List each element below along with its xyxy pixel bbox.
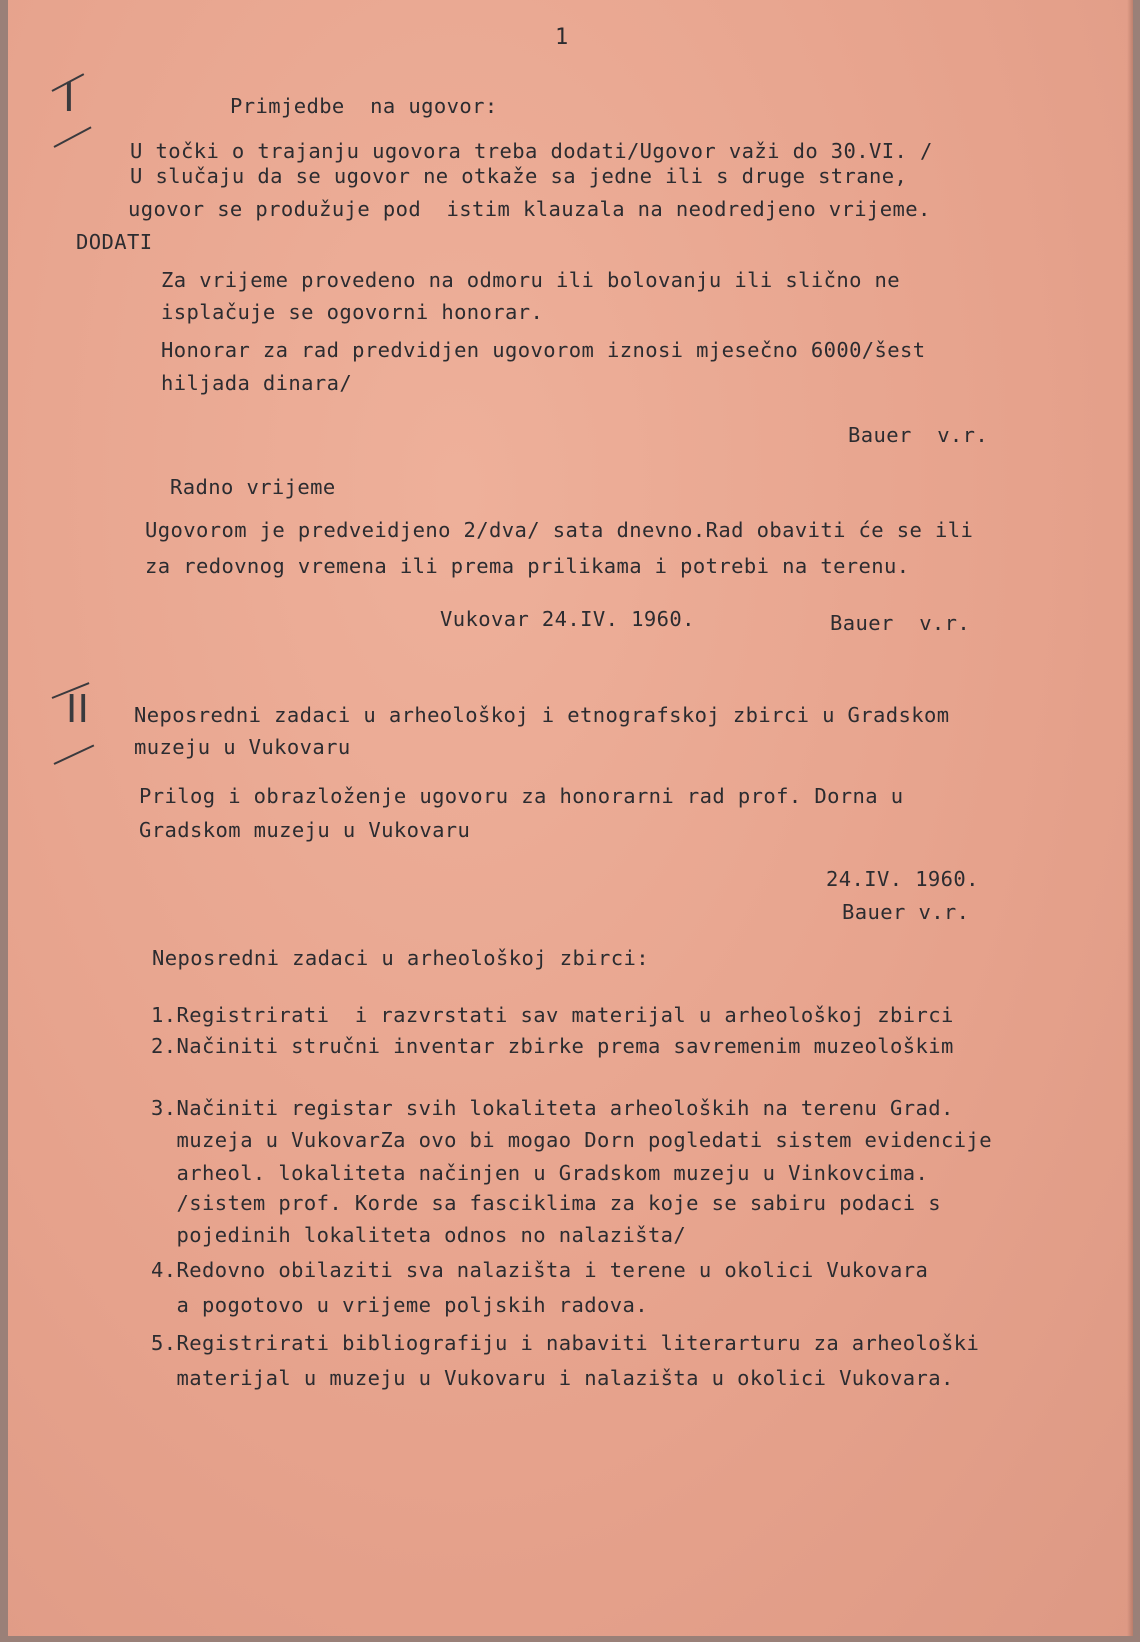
- place-date: Vukovar 24.IV. 1960.: [440, 607, 695, 631]
- contract-text-line: U slučaju da se ugovor ne otkaže sa jedne ili s druge strane,: [130, 164, 908, 188]
- task-item-continued: a pogotovo u vrijeme poljskih radova.: [151, 1293, 648, 1317]
- task-item: 1.Registrirati i razvrstati sav materijal u arheološkoj zbirci: [151, 1003, 954, 1027]
- dodati-label: DODATI: [76, 230, 153, 254]
- signature: Bauer v.r.: [848, 423, 989, 447]
- task-item: 4.Redovno obilaziti sva nalazišta i terene u okolici Vukovara: [151, 1258, 929, 1282]
- dodati-text-line: isplačuje se ogovorni honorar.: [161, 300, 544, 324]
- task-item-continued: arheol. lokaliteta načinjen u Gradskom muzeju u Vinkovcima.: [151, 1161, 929, 1185]
- signature: Bauer v.r.: [842, 900, 970, 924]
- attachment-line: Prilog i obrazloženje ugovoru za honorarni rad prof. Dorna u: [139, 784, 904, 808]
- working-hours-line: Ugovorom je predveidjeno 2/dva/ sata dnevno.Rad obaviti će se ili: [145, 518, 974, 542]
- task-item-continued: /sistem prof. Korde sa fasciklima za koje se sabiru podaci s: [151, 1191, 942, 1215]
- task-item: 2.Načiniti stručni inventar zbirke prema savremenim muzeološkim: [151, 1034, 954, 1058]
- remarks-heading: Primjedbe na ugovor:: [230, 94, 498, 118]
- dodati-text-line: Honorar za rad predvidjen ugovorom iznosi mjesečno 6000/šest: [161, 338, 926, 362]
- contract-text-line: U točki o trajanju ugovora treba dodati/Ugovor važi do 30.VI. /: [130, 139, 933, 163]
- tasks-title-line: Neposredni zadaci u arheološkoj i etnografskoj zbirci u Gradskom: [134, 703, 950, 727]
- document-page: 1 I Primjedbe na ugovor: U točki o trajanju ugovora treba dodati/Ugovor važi do 30.VI. / U slučaju da se ugovor ne otkaže sa jedne ili s druge strane, ugovor se produžuje pod istim klauzala na neodredjeno vrijeme. DODATI Za vrijeme provedeno na odmoru ili bolovanju ili slično ne isplačuje se ogovorni honorar. Honorar za rad predvidjen ugovorom iznosi mjesečno 6000/šest hiljada dinara/ Bauer v.r. Radno vrijeme Ugovorom je predveidjeno 2/dva/ sata dnevno.Rad obaviti će se ili za redovnog vremena ili prema prilikama i potrebi na terenu. Vukovar 24.IV. 1960. Bauer v.r. II Neposredni zadaci u arheološkoj i etnografskoj zbirci u Gradskom muzeju u Vukovaru Prilog i obrazloženje ugovoru za honorarni rad prof. Dorna u Gradskom muzeju u Vukovaru 24.IV. 1960. Bauer v.r. Neposredni zadaci u arheološkoj zbirci: 1.Registrirati i razvrstati sav materijal u arheološkoj zbirci 2.Načiniti stručni inventar zbirke prema savremenim muzeološkim 3.Načiniti registar svih lokaliteta arheoloških na terenu Grad. muzeja u VukovarZa ovo bi mogao Dorn pogledati sistem evidencije arheol. lokaliteta načinjen u Gradskom muzeju u Vinkovcima. /sistem prof. Korde sa fasciklima za koje se sabiru podaci s pojedinih lokaliteta odnos no nalazišta/ 4.Redovno obilaziti sva nalazišta i terene u okolici Vukovara a pogotovo u vrijeme poljskih radova. 5.Registrirati bibliografiju i nabaviti literarturu za arheološki materijal u muzeju u Vukovaru i nalazišta u okolici Vukovara.: [8, 0, 1133, 1636]
- task-item: 5.Registrirati bibliografiju i nabaviti literarturu za arheološki: [151, 1331, 980, 1355]
- page-number: 1: [555, 25, 569, 50]
- contract-text-line: ugovor se produžuje pod istim klauzala na neodredjeno vrijeme.: [128, 197, 931, 221]
- task-item-continued: muzeja u VukovarZa ovo bi mogao Dorn pogledati sistem evidencije: [151, 1128, 992, 1152]
- page-edge-shadow: [1127, 0, 1133, 1636]
- dodati-text-line: hiljada dinara/: [161, 371, 353, 395]
- signature: Bauer v.r.: [830, 611, 971, 635]
- task-item-continued: materijal u muzeju u Vukovaru i nalazišta u okolici Vukovara.: [151, 1366, 954, 1390]
- archaeology-tasks-heading: Neposredni zadaci u arheološkoj zbirci:: [152, 946, 649, 970]
- working-hours-line: za redovnog vremena ili prema prilikama i potrebi na terenu.: [145, 554, 910, 578]
- tasks-title-line: muzeju u Vukovaru: [134, 735, 351, 759]
- section-two-date: 24.IV. 1960.: [826, 867, 979, 891]
- working-hours-heading: Radno vrijeme: [170, 475, 336, 499]
- attachment-line: Gradskom muzeju u Vukovaru: [139, 818, 471, 842]
- task-item-continued: pojedinih lokaliteta odnos no nalazišta/: [151, 1223, 687, 1247]
- dodati-text-line: Za vrijeme provedeno na odmoru ili bolovanju ili slično ne: [161, 268, 901, 292]
- task-item: 3.Načiniti registar svih lokaliteta arheoloških na terenu Grad.: [151, 1096, 954, 1120]
